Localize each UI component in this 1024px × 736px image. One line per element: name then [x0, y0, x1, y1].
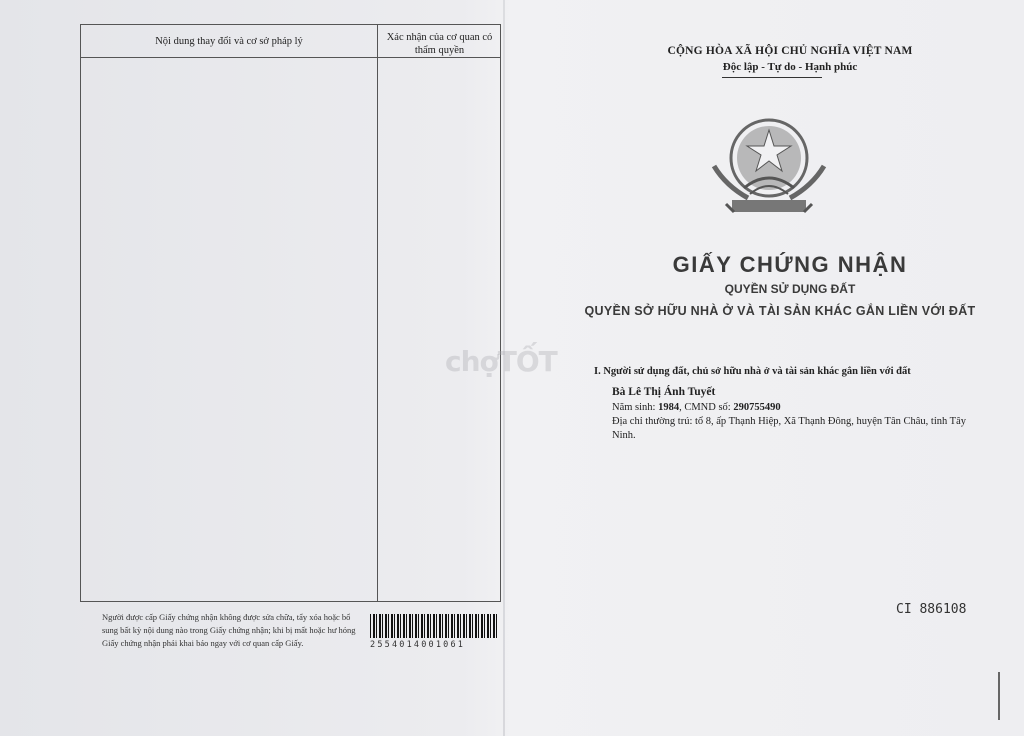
owner-name: Bà Lê Thị Ánh Tuyết	[612, 386, 716, 398]
country-name: CỘNG HÒA XÃ HỘI CHỦ NGHĨA VIỆT NAM	[667, 45, 913, 57]
barcode	[370, 614, 500, 650]
birth-label: Năm sinh:	[612, 402, 659, 413]
id-number: 290755490	[733, 402, 781, 413]
table-header-changes: Nội dung thay đổi và cơ sở pháp lý	[155, 36, 303, 47]
footnote: Người được cấp Giấy chứng nhận không được sửa chữa, tẩy xóa hoặc bổ sung bất kỳ nội dung nào trong Giấy chứng nhận; khi bị mất hoặc hư hỏng Giấy chứng nhận phải khai báo ngay với cơ quan cấp Giấy.	[102, 612, 356, 648]
owner-address: Địa chỉ thường trú: tổ 8, ấp Thạnh Hiệp, Xã Thạnh Đông, huyện Tân Châu, tỉnh Tây Ninh.	[612, 416, 966, 441]
table-column-divider	[377, 25, 378, 601]
barcode-number: 2554014001061	[370, 640, 466, 650]
owner-details	[612, 402, 781, 413]
motto-underline	[722, 77, 822, 78]
chotot-watermark: chợTỐT	[445, 345, 557, 378]
certificate-title: GIẤY CHỨNG NHẬN	[672, 252, 908, 277]
national-emblem-icon	[704, 108, 834, 220]
table-header-divider	[81, 57, 500, 58]
id-label: , CMND số:	[679, 402, 734, 413]
table-header-confirmation: Xác nhận của cơ quan có thẩm quyền	[386, 32, 493, 56]
amendments-table	[80, 24, 501, 602]
birth-year: 1984	[658, 402, 680, 413]
certificate-subtitle-property: QUYỀN SỞ HỮU NHÀ Ở VÀ TÀI SẢN KHÁC GẮN LIỀN VỚI ĐẤT	[584, 304, 976, 318]
section-title: I. Người sử dụng đất, chủ sở hữu nhà ở và tài sản khác gắn liền với đất	[594, 366, 911, 377]
national-motto: Độc lập - Tự do - Hạnh phúc	[722, 61, 858, 73]
barcode-bars	[370, 614, 498, 638]
certificate-subtitle-land: QUYỀN SỬ DỤNG ĐẤT	[724, 282, 856, 296]
edge-mark	[998, 672, 1000, 720]
serial-number: CI 886108	[896, 602, 967, 617]
